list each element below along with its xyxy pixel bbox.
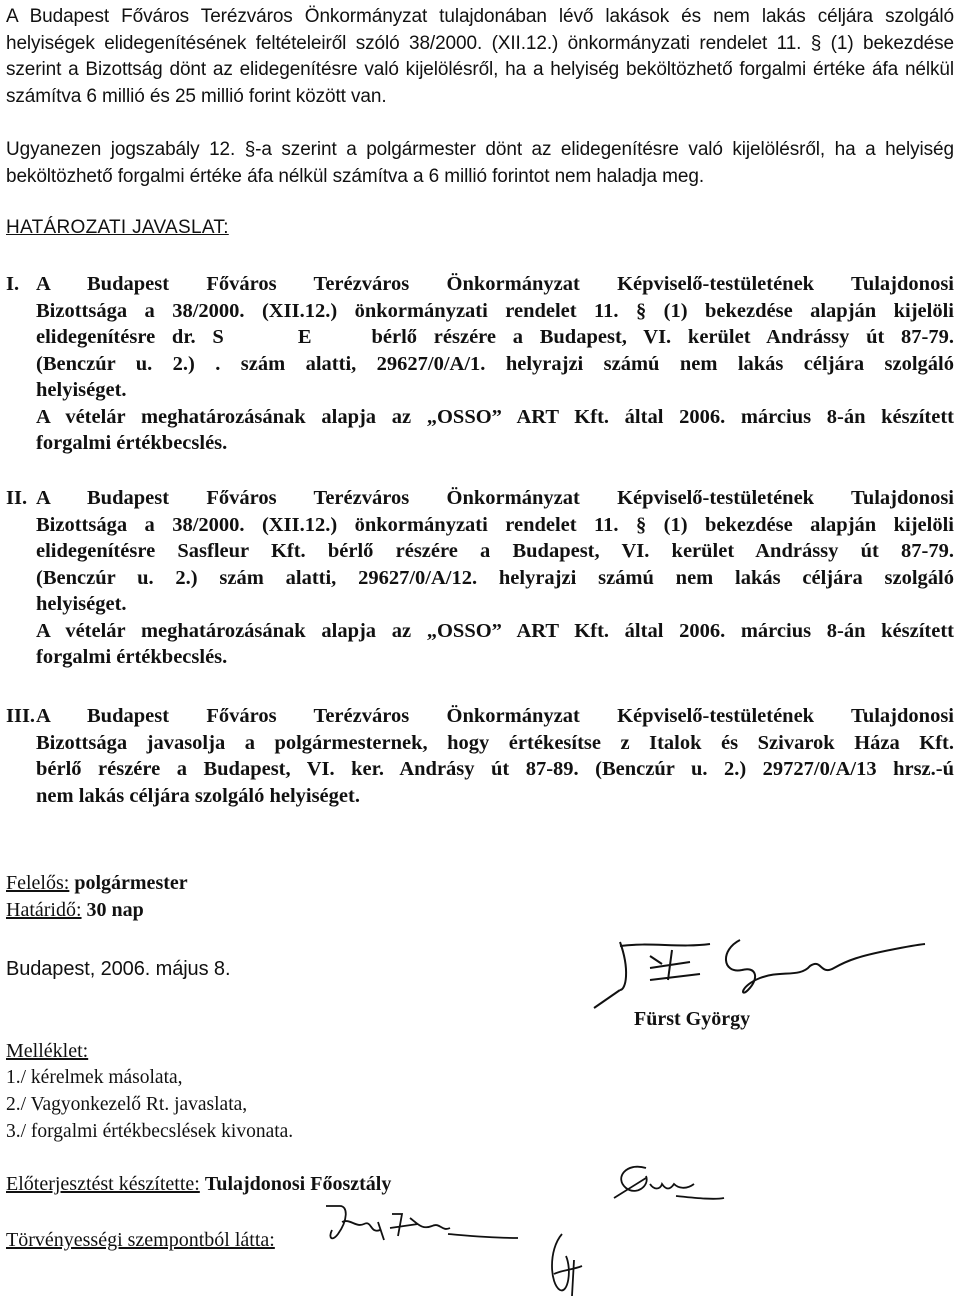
deadline-value: 30 nap (86, 899, 144, 921)
item-line: forgalmi értékbecslés. (36, 432, 228, 454)
attachments-label: Melléklet: (6, 1040, 89, 1062)
redacted-name-part-2: E (297, 326, 312, 348)
intro-paragraph-1: A Budapest Főváros Terézváros Önkormányzat tulajdonában lévő lakások és nem lakás céljára szolgáló helyiségek elidegenítésének feltételeiről szóló 38/2000. (XII.12.) önkormányzati rendelet 11. § (1) bekezdése szerint a Bizottság dönt az elidegenítésre való kijelölésről, ha a helyiség beköltözhető forgalmi értéke áfa nélkül számítva 6 millió és 25 millió forint között van. (6, 6, 954, 107)
responsible-line (6, 870, 188, 896)
legal-review-label: Törvényességi szempontból látta: (6, 1229, 275, 1251)
item-line: (Benczúr u. 2.) . szám alatti, 29627/0/A/1. helyrajzi számú nem lakás céljára szolgáló (36, 352, 954, 375)
initials-signature-1 (606, 1158, 726, 1204)
item-line: forgalmi értékbecslés. (36, 646, 228, 668)
deadline-label: Határidő: (6, 899, 82, 921)
item-line: nem lakás céljára szolgáló helyiséget. (36, 784, 360, 807)
intro-paragraph-2: Ugyanezen jogszabály 12. §-a szerint a polgármester dönt az elidegenítésre való kijelölésről, ha a helyiség beköltözhető forgalmi értéke áfa nélkül számítva a 6 millió forintot nem haladja meg. (6, 139, 954, 187)
legal-review-signature (322, 1200, 592, 1302)
item-line-rest: bérlő részére a Budapest, VI. kerület Andrássy út 87-79. (371, 326, 954, 348)
item-line: (Benczúr u. 2.) szám alatti, 29627/0/A/12. helyrajzi számú nem lakás céljára szolgáló (36, 566, 954, 589)
resolution-item-3 (6, 703, 954, 809)
place-and-date: Budapest, 2006. május 8. (6, 958, 231, 980)
signer-name: Fürst György (634, 1008, 751, 1030)
legal-review-line (6, 1227, 275, 1253)
item-number: II. (6, 487, 28, 509)
item-line: A vételár meghatározásának alapja az „OSSO” ART Kft. által 2006. március 8-án készített (36, 619, 954, 642)
item-line: helyiséget. (36, 593, 127, 615)
item-number: I. (6, 273, 20, 295)
item-line (36, 324, 954, 351)
responsible-value: polgármester (74, 872, 188, 894)
item-number: III. (6, 705, 36, 727)
attachment-item: 3./ forgalmi értékbecslések kivonata. (6, 1121, 294, 1142)
item-line: A Budapest Főváros Terézváros Önkormányzat Képviselő-testületének Tulajdonosi (36, 273, 954, 295)
attachments-heading (6, 1038, 88, 1064)
redacted-name-part-1: elidegenítésre dr. S (36, 326, 224, 348)
prepared-by-value: Tulajdonosi Főosztály (204, 1173, 392, 1195)
resolution-item-2 (6, 485, 954, 671)
item-line: A Budapest Főváros Terézváros Önkormányzat Képviselő-testületének Tulajdonosi (36, 705, 954, 727)
item-line: Bizottsága a 38/2000. (XII.12.) önkormányzati rendelet 11. § (1) bekezdése alapján kijelöli (36, 299, 954, 322)
attachment-item: 1./ kérelmek másolata, (6, 1067, 183, 1088)
item-line: Bizottsága a 38/2000. (XII.12.) önkormányzati rendelet 11. § (1) bekezdése alapján kijelöli (36, 513, 954, 536)
attachment-item: 2./ Vagyonkezelő Rt. javaslata, (6, 1094, 248, 1115)
section-heading: HATÁROZATI JAVASLAT: (6, 217, 229, 238)
mayor-signature (590, 930, 930, 1010)
deadline-line (6, 897, 144, 923)
prepared-by-label: Előterjesztést készítette: (6, 1173, 200, 1195)
prepared-by-line (6, 1171, 391, 1197)
item-line: elidegenítésre Sasfleur Kft. bérlő részére a Budapest, VI. kerület Andrássy út 87-79. (36, 540, 954, 562)
item-line: A Budapest Főváros Terézváros Önkormányzat Képviselő-testületének Tulajdonosi (36, 487, 954, 509)
item-line: helyiséget. (36, 379, 127, 401)
responsible-label: Felelős: (6, 872, 70, 894)
item-line: Bizottsága javasolja a polgármesternek, hogy értékesítse z Italok és Szivarok Háza Kft. (36, 731, 954, 754)
resolution-item-1 (6, 271, 954, 457)
item-line: bérlő részére a Budapest, VI. ker. Andrásy út 87-89. (Benczúr u. 2.) 29727/0/A/13 hrsz.-ú (36, 758, 954, 780)
item-line: A vételár meghatározásának alapja az „OSSO” ART Kft. által 2006. március 8-án készített (36, 405, 954, 428)
